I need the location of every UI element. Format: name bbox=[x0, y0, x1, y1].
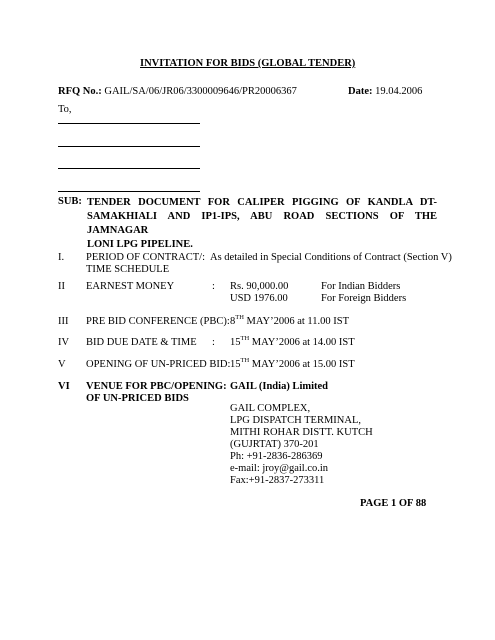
rfq-line bbox=[58, 85, 297, 98]
item-i-label-1: PERIOD OF CONTRACT/: bbox=[86, 252, 206, 263]
document-title: INVITATION FOR BIDS (GLOBAL TENDER) bbox=[140, 58, 356, 69]
item-i-number: I. bbox=[58, 252, 65, 263]
page-number: PAGE 1 OF 88 bbox=[360, 498, 427, 509]
item-iv-number: IV bbox=[58, 337, 70, 348]
item-iii-number: III bbox=[58, 316, 69, 327]
address-line-1 bbox=[58, 123, 200, 124]
date-field bbox=[348, 85, 422, 98]
earnest-amount-inr: Rs. 90,000.00 bbox=[230, 281, 289, 292]
item-iii-label: PRE BID CONFERENCE (PBC): bbox=[86, 316, 230, 327]
earnest-amount-usd: USD 1976.00 bbox=[230, 293, 288, 304]
item-ii-label: EARNEST MONEY bbox=[86, 281, 175, 292]
venue-phone: Ph: +91-2836-286369 bbox=[230, 451, 323, 462]
item-vi-label-1: VENUE FOR PBC/OPENING: bbox=[86, 381, 227, 392]
venue-address-line: GAIL COMPLEX, bbox=[230, 403, 311, 414]
rfq-label: RFQ No.: bbox=[58, 86, 102, 97]
subject-line-3: LONI LPG PIPELINE. bbox=[87, 239, 193, 250]
address-line-4 bbox=[58, 191, 200, 192]
venue-organization: GAIL (India) Limited bbox=[230, 381, 329, 392]
subject-line-1: TENDER DOCUMENT FOR CALIPER PIGGING OF KANDLA DT- bbox=[87, 197, 437, 208]
subject-line-2: SAMAKHIALI AND IP1-IPS, ABU ROAD SECTIONS OF THE JAMNAGAR bbox=[87, 211, 437, 236]
item-v-number: V bbox=[58, 359, 66, 370]
address-line-3 bbox=[58, 168, 200, 169]
to-label: To, bbox=[58, 104, 72, 115]
venue-fax: Fax:+91-2837-273311 bbox=[230, 475, 325, 486]
pbc-date: 8TH MAY’2006 at 11.00 IST bbox=[230, 313, 350, 327]
item-iv-colon: : bbox=[212, 337, 215, 348]
earnest-desc-inr: For Indian Bidders bbox=[321, 281, 401, 292]
item-i-value: As detailed in Special Conditions of Contract (Section V) bbox=[210, 252, 452, 263]
address-line-2 bbox=[58, 146, 200, 147]
date-label: Date: bbox=[348, 86, 373, 97]
date-value: 19.04.2006 bbox=[375, 86, 423, 97]
item-i-label-2: TIME SCHEDULE bbox=[86, 264, 170, 275]
bid-due-date: 15TH MAY’2006 at 14.00 IST bbox=[230, 334, 355, 348]
item-vi-label-2: OF UN-PRICED BIDS bbox=[86, 393, 189, 404]
opening-date: 15TH MAY’2006 at 15.00 IST bbox=[230, 356, 355, 370]
subject-label: SUB: bbox=[58, 196, 82, 207]
item-iv-label: BID DUE DATE & TIME bbox=[86, 337, 197, 348]
venue-address-line: LPG DISPATCH TERMINAL, bbox=[230, 415, 361, 426]
venue-email: e-mail: jroy@gail.co.in bbox=[230, 463, 329, 474]
earnest-desc-usd: For Foreign Bidders bbox=[321, 293, 407, 304]
venue-address-line: (GUJRTAT) 370-201 bbox=[230, 439, 319, 450]
rfq-number: GAIL/SA/06/JR06/3300009646/PR20006367 bbox=[104, 86, 297, 97]
venue-address-line: MITHI ROHAR DISTT. KUTCH bbox=[230, 427, 373, 438]
item-ii-colon: : bbox=[212, 281, 215, 292]
item-vi-number: VI bbox=[58, 381, 70, 392]
subject-text bbox=[87, 196, 437, 252]
item-v-label: OPENING OF UN-PRICED BID: bbox=[86, 359, 231, 370]
item-ii-number: II bbox=[58, 281, 65, 292]
